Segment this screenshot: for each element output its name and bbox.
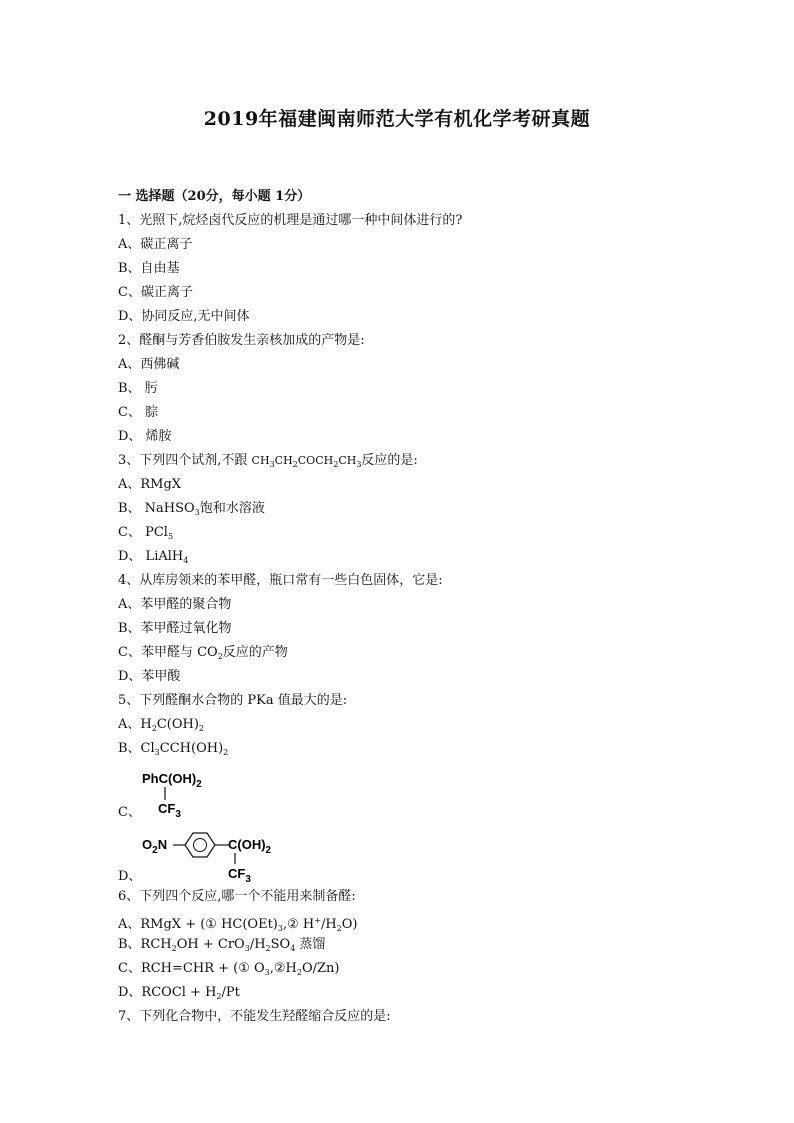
question-3-option-a: A、RMgX (118, 477, 182, 492)
question-4-option-a: A、苯甲醛的聚合物 (118, 597, 232, 612)
svg-text:PhC(OH)2: $PhC(OH)_2$ (142, 771, 202, 790)
question-5-stem: 5、下列醛酮水合物的 PKa 值最大的是: (118, 693, 348, 708)
question-3-option-c: C、 PCl$_5$ (118, 525, 174, 541)
svg-text:O2N: $O_2N$ (142, 837, 168, 856)
question-4-option-c: C、苯甲醛与 $CO_2$反应的产物 (118, 645, 288, 661)
question-4-option-b: B、苯甲醛过氧化物 (118, 621, 232, 636)
structure-d (140, 826, 290, 884)
svg-text:CF3: $CF_3$ (228, 866, 251, 884)
question-3-option-d: D、 LiAlH$_4$ (118, 549, 189, 565)
question-3-option-b: B、 NaHSO$_3$饱和水溶液 (118, 501, 265, 517)
question-1-option-d: D、协同反应,无中间体 (118, 309, 250, 324)
question-1-option-a: A、碳正离子 (118, 237, 193, 252)
question-2-option-d: D、 烯胺 (118, 429, 172, 444)
question-3-stem: 3、下列四个试剂,不跟 $CH_3CH_2COCH_2CH_3$反应的是: (118, 453, 418, 469)
svg-text:CF3: $CF_3$ (158, 801, 181, 820)
question-5-option-d: D、 (118, 869, 142, 884)
svg-text:C(OH)2: $C(OH)_2$ (228, 837, 272, 856)
question-5-option-c: C、 (118, 805, 141, 820)
question-1-stem: 1、光照下,烷烃卤代反应的机理是通过哪一种中间体进行的? (118, 213, 463, 228)
question-6-option-a: A、RMgX + (① $HC(OEt)_3,②$ $H^+/H_2O$) (118, 916, 358, 933)
benzene-ring (185, 833, 215, 857)
question-7-stem: 7、下列化合物中，不能发生羟醛缩合反应的是: (118, 1009, 391, 1024)
question-5-option-b: B、$Cl_3CCH(OH)_2$ (118, 741, 229, 757)
structure-c (138, 768, 218, 820)
question-2-option-c: C、 腙 (118, 405, 159, 420)
question-2-stem: 2、醛酮与芳香伯胺发生亲核加成的产物是: (118, 333, 365, 348)
question-4-option-d: D、苯甲酸 (118, 669, 181, 684)
question-4-stem: 4、从库房领来的苯甲醛，瓶口常有一些白色固体，它是: (118, 573, 443, 588)
section-heading: 一 选择题（20分，每小题 1分） (118, 189, 311, 204)
question-5-option-a: A、$H_2C(OH)_2$ (118, 717, 205, 733)
question-1-option-b: B、自由基 (118, 261, 180, 276)
question-6-option-b: B、$RCH_2OH + CrO_3/H_2SO_4$ 蒸馏 (118, 937, 326, 953)
question-1-option-c: C、碳正离子 (118, 285, 193, 300)
page-title: 2019年福建闽南师范大学有机化学考研真题 (203, 108, 591, 130)
question-6-option-d: D、RCOCl + $H_2/Pt$ (118, 985, 240, 1001)
question-2-option-b: B、 肟 (118, 381, 158, 396)
question-6-option-c: C、RCH=CHR + (① $O_3,②H_2O/Zn$) (118, 961, 340, 977)
question-2-option-a: A、西佛碱 (118, 357, 180, 372)
question-6-stem: 6、下列四个反应,哪一个不能用来制备醛: (118, 889, 356, 904)
